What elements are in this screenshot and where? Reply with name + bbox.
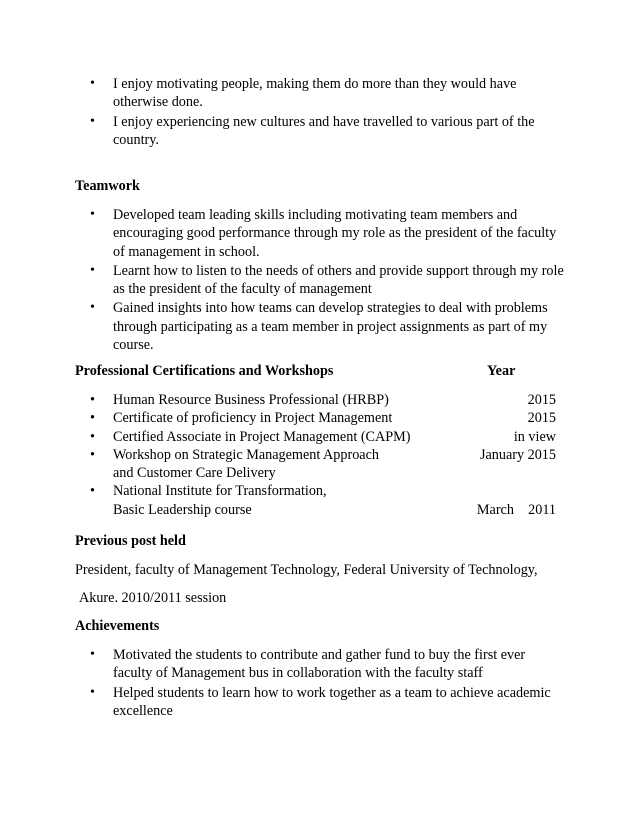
previous-post-line2: Akure. 2010/2011 session — [79, 590, 227, 606]
cert-row — [90, 391, 556, 409]
cert-row — [90, 409, 556, 427]
certifications-heading: Professional Certifications and Workshops — [75, 363, 334, 379]
cert-year: 2015 — [527, 410, 556, 427]
year-heading: Year — [487, 363, 516, 379]
list-item: • Developed team leading skills including motivating team members and encouraging good performance through my role as the president of the faculty of management in school. — [90, 206, 568, 261]
bullet: • — [90, 483, 95, 500]
cert-row — [90, 428, 556, 446]
list-item: • I enjoy experiencing new cultures and have travelled to various part of the country. — [90, 113, 568, 150]
list-item: • I enjoy motivating people, making them do more than they would have otherwise done. — [90, 75, 568, 112]
cert-title: Workshop on Strategic Management Approach — [113, 446, 379, 463]
bullet: • — [90, 428, 95, 445]
bullet: • — [90, 392, 95, 408]
cert-title-continued: and Customer Care Delivery — [113, 465, 276, 482]
list-item: • Learnt how to listen to the needs of others and provide support through my role as the president of the faculty of management — [90, 262, 568, 299]
cert-title: Human Resource Business Professional (HRBP) — [113, 392, 389, 408]
achievements-heading: Achievements — [75, 618, 160, 634]
cert-year: 2015 — [527, 392, 556, 408]
cert-row — [90, 446, 556, 483]
achievements-list — [90, 646, 568, 721]
bullet: • — [90, 410, 95, 427]
list-item: • Helped students to learn how to work together as a team to achieve academic excellence — [90, 684, 568, 721]
cert-title-continued: Basic Leadership course — [113, 501, 252, 518]
teamwork-list — [90, 206, 568, 355]
cert-year: March 2011 — [476, 501, 556, 518]
intro-list — [90, 75, 568, 150]
bullet: • — [90, 446, 95, 463]
teamwork-heading: Teamwork — [75, 178, 140, 194]
cert-year: January 2015 — [479, 446, 556, 463]
list-item: • Gained insights into how teams can develop strategies to deal with problems through participating as a team member in project assignments as part of my course. — [90, 299, 568, 354]
cert-row — [90, 482, 556, 519]
cert-title: National Institute for Transformation, — [113, 483, 327, 500]
cert-year: in view — [513, 428, 556, 445]
list-item: • Motivated the students to contribute and gather fund to buy the first ever faculty of Management bus in collaboration with the faculty staff — [90, 646, 568, 683]
previous-post-line1: President, faculty of Management Technology, Federal University of Technology, — [75, 562, 538, 578]
previous-post-heading: Previous post held — [75, 533, 186, 549]
cert-title: Certificate of proficiency in Project Management — [113, 410, 393, 427]
cert-title: Certified Associate in Project Management (CAPM) — [113, 428, 411, 445]
certifications-list — [90, 391, 556, 519]
